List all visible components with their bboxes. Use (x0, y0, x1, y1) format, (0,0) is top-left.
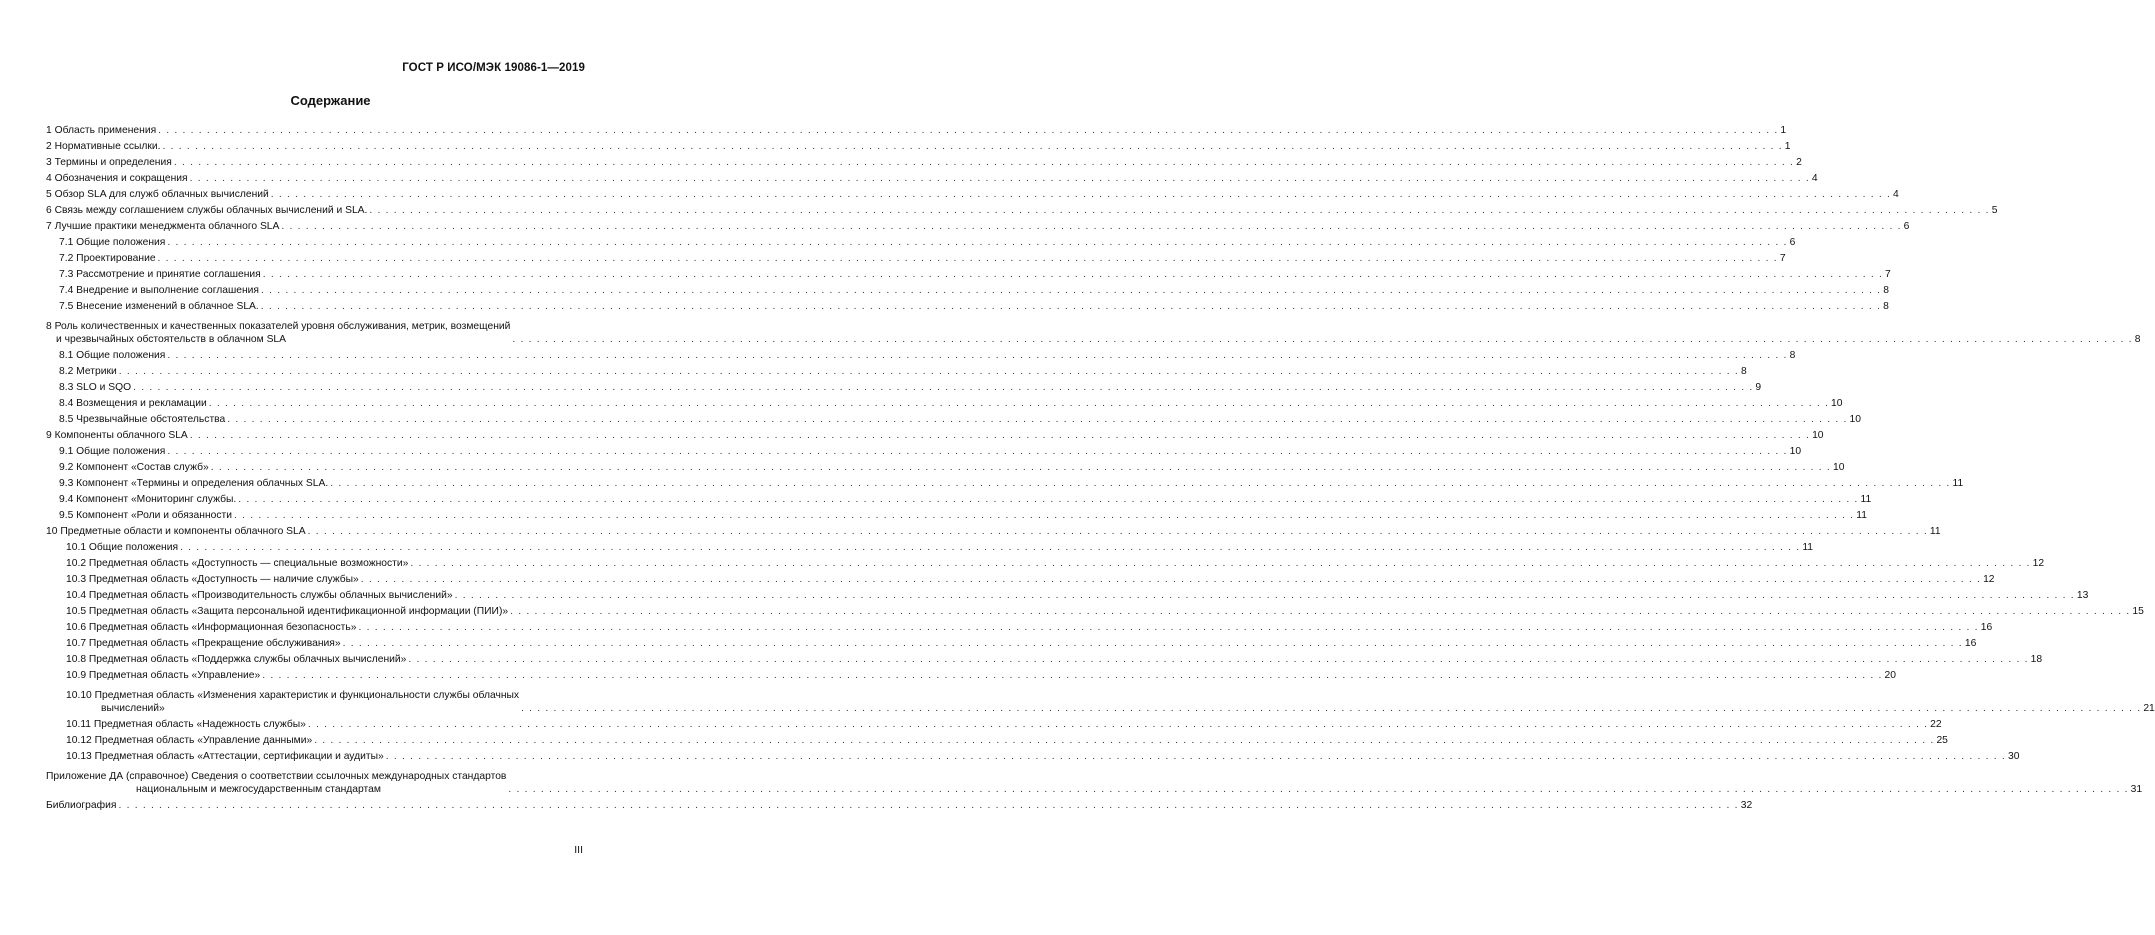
toc-page-number: 6 (1789, 237, 1796, 248)
toc-entry[interactable] (46, 650, 2043, 666)
toc-entry[interactable] (46, 201, 1998, 217)
toc-entry-title: 9.3 Компонент «Термины и определения облачных SLA. (59, 478, 329, 489)
table-of-contents (46, 121, 2155, 812)
toc-entry-title: 10.9 Предметная область «Управление» (66, 670, 261, 681)
toc-entry[interactable] (46, 185, 1899, 201)
toc-entry[interactable] (46, 313, 2141, 346)
toc-entry-label (59, 365, 117, 378)
toc-page-number: 4 (1893, 189, 1899, 200)
toc-page-number: 21 (2143, 703, 2155, 714)
toc-entry-label (59, 493, 236, 506)
toc-entry-title: 9.4 Компонент «Мониторинг службы. (59, 494, 237, 505)
toc-entry-label (46, 429, 188, 442)
toc-entry-label (59, 413, 225, 426)
toc-entry[interactable] (46, 634, 1977, 650)
toc-entry-label (59, 381, 131, 394)
toc-entry[interactable] (46, 442, 1802, 458)
toc-entry[interactable] (46, 137, 1791, 153)
toc-page-number: 18 (2030, 654, 2043, 665)
toc-entry[interactable] (46, 602, 2144, 618)
toc-page-number: 31 (2130, 784, 2143, 795)
toc-entry-label (46, 220, 279, 233)
toc-entry-title: 10.1 Общие положения (66, 542, 179, 553)
toc-entry-label (46, 525, 306, 538)
toc-entry[interactable] (46, 522, 1941, 538)
toc-leader-dots: . . . . . . . . . . . . . . . . . . . . . . . . . . . . . . . . . . . . . . . . . . . . . . . . . . . . . . . . . . . . . . . . . . . . . . . . . . . . . . . . . . . . . . . . . . . . . . . . . . . . . . . . . . . . . . . . . . . . . . . . . . . . . . . . . . . . . . . . . . . . . . . . . . . . . . . . . . . . . . . . . . . . . . . . . . . . . . . . . . . . . . . . . . . . . . . . . . . . . . . . (307, 526, 1928, 537)
toc-entry-label (46, 124, 156, 137)
toc-entry[interactable] (46, 378, 1762, 394)
toc-leader-dots: . . . . . . . . . . . . . . . . . . . . . . . . . . . . . . . . . . . . . . . . . . . . . . . . . . . . . . . . . . . . . . . . . . . . . . . . . . . . . . . . . . . . . . . . . . . . . . . . . . . . . . . . . . . . . . . . . . . . . . . . . . . . . . . . . . . . . . . . . . . . . . . . . . . . . . . . . . . . . . . . . . . . . . . . . . . . . . . . . . . . . . . . . . . . . . . . . . . . . . . . (358, 622, 1979, 633)
toc-leader-dots: . . . . . . . . . . . . . . . . . . . . . . . . . . . . . . . . . . . . . . . . . . . . . . . . . . . . . . . . . . . . . . . . . . . . . . . . . . . . . . . . . . . . . . . . . . . . . . . . . . . . . . . . . . . . . . . . . . . . . . . . . . . . . . . . . . . . . . . . . . . . . . . . . . . . . . . . . . . . . . . . . . . . . . . . . . . . . . . . . . . . . . . . . . . . . . . . . . . . . . . . (510, 606, 2131, 617)
toc-leader-dots: . . . . . . . . . . . . . . . . . . . . . . . . . . . . . . . . . . . . . . . . . . . . . . . . . . . . . . . . . . . . . . . . . . . . . . . . . . . . . . . . . . . . . . . . . . . . . . . . . . . . . . . . . . . . . . . . . . . . . . . . . . . . . . . . . . . . . . . . . . . . . . . . . . . . . . . . . . . . . . . . . . . . . . . . . . . . . . . . . . . . . . . . . . . . . . . . . . . . . . . . (189, 430, 1811, 441)
toc-page-number: 12 (2032, 558, 2045, 569)
toc-entry-title: 10.2 Предметная область «Доступность — специальные возможности» (66, 558, 409, 569)
toc-entry-label (66, 589, 453, 602)
toc-page-number: 1 (1784, 141, 1791, 152)
toc-entry[interactable] (46, 747, 2020, 763)
toc-entry-title: 10.13 Предметная область «Аттестации, сертификации и аудиты» (66, 751, 384, 762)
toc-leader-dots: . . . . . . . . . . . . . . . . . . . . . . . . . . . . . . . . . . . . . . . . . . . . . . . . . . . . . . . . . . . . . . . . . . . . . . . . . . . . . . . . . . . . . . . . . . . . . . . . . . . . . . . . . . . . . . . . . . . . . . . . . . . . . . . . . . . . . . . . . . . . . . . . . . . . . . . . . . . . . . . . . . . . . . . . . . . . . . . . . . . . . . . . . . . . . . . . . . . . . . . . (162, 141, 1783, 152)
toc-leader-dots: . . . . . . . . . . . . . . . . . . . . . . . . . . . . . . . . . . . . . . . . . . . . . . . . . . . . . . . . . . . . . . . . . . . . . . . . . . . . . . . . . . . . . . . . . . . . . . . . . . . . . . . . . . . . . . . . . . . . . . . . . . . . . . . . . . . . . . . . . . . . . . . . . . . . . . . . . . . . . . . . . . . . . . . . . . . . . . . . . . . . . . . . . . . . . . . . . . . . . . . . (167, 446, 1788, 457)
toc-leader-dots: . . . . . . . . . . . . . . . . . . . . . . . . . . . . . . . . . . . . . . . . . . . . . . . . . . . . . . . . . . . . . . . . . . . . . . . . . . . . . . . . . . . . . . . . . . . . . . . . . . . . . . . . . . . . . . . . . . . . . . . . . . . . . . . . . . . . . . . . . . . . . . . . . . . . . . . . . . . . . . . . . . . . . . . . . . . . . . . . . . . . . . . . . . . . . . . . . . . . . . . . (262, 269, 1884, 280)
toc-entry-title: 6 Связь между соглашением службы облачных вычислений и SLA. (46, 205, 368, 216)
toc-leader-dots: . . . . . . . . . . . . . . . . . . . . . . . . . . . . . . . . . . . . . . . . . . . . . . . . . . . . . . . . . . . . . . . . . . . . . . . . . . . . . . . . . . . . . . . . . . . . . . . . . . . . . . . . . . . . . . . . . . . . . . . . . . . . . . . . . . . . . . . . . . . . . . . . . . . . . . . . . . . . . . . . . . . . . . . . . . . . . . . . . . . . . . . . . . . . . . . . . . . . . . . . (342, 638, 1963, 649)
toc-entry-label (66, 718, 306, 731)
toc-entry-title: 8.1 Общие положения (59, 350, 166, 361)
toc-entry-title: 10.10 Предметная область «Изменения характеристик и функциональности службы облачных (66, 690, 520, 701)
toc-entry-title: Библиография (46, 800, 117, 811)
toc-page-number: 11 (1860, 494, 1872, 505)
toc-entry[interactable] (46, 731, 1948, 747)
toc-entry[interactable] (46, 297, 1889, 313)
toc-page-number: 8 (1789, 350, 1796, 361)
toc-entry-label (46, 172, 188, 185)
toc-entry-title: 7 Лучшие практики менеджмента облачного SLA (46, 221, 280, 232)
toc-entry-title: 10.6 Предметная область «Информационная безопасность» (66, 622, 357, 633)
toc-leader-dots: . . . . . . . . . . . . . . . . . . . . . . . . . . . . . . . . . . . . . . . . . . . . . . . . . . . . . . . . . . . . . . . . . . . . . . . . . . . . . . . . . . . . . . . . . . . . . . . . . . . . . . . . . . . . . . . . . . . . . . . . . . . . . . . . . . . . . . . . . . . . . . . . . . . . . . . . . . . . . . . . . . . . . . . . . . . . . . . . . . . . . . . . . . . . . . . . . . . . . . . . (314, 735, 1935, 746)
toc-leader-dots: . . . . . . . . . . . . . . . . . . . . . . . . . . . . . . . . . . . . . . . . . . . . . . . . . . . . . . . . . . . . . . . . . . . . . . . . . . . . . . . . . . . . . . . . . . . . . . . . . . . . . . . . . . . . . . . . . . . . . . . . . . . . . . . . . . . . . . . . . . . . . . . . . . . . . . . . . . . . . . . . . . . . . . . . . . . . . . . . . . . . . . . . . . . . . . . . . . . . . . . . (233, 510, 1855, 521)
toc-leader-dots: . . . . . . . . . . . . . . . . . . . . . . . . . . . . . . . . . . . . . . . . . . . . . . . . . . . . . . . . . . . . . . . . . . . . . . . . . . . . . . . . . . . . . . . . . . . . . . . . . . . . . . . . . . . . . . . . . . . . . . . . . . . . . . . . . . . . . . . . . . . . . . . . . . . . . . . . . . . . . . . . . . . . . . . . . . . . . . . . . . . . . . . . . . . . . . . . . . . . . . . . (173, 157, 1795, 168)
toc-entry-title: 7.2 Проектирование (59, 253, 156, 264)
toc-leader-dots: . . . . . . . . . . . . . . . . . . . . . . . . . . . . . . . . . . . . . . . . . . . . . . . . . . . . . . . . . . . . . . . . . . . . . . . . . . . . . . . . . . . . . . . . . . . . . . . . . . . . . . . . . . . . . . . . . . . . . . . . . . . . . . . . . . . . . . . . . . . . . . . . . . . . . . . . . . . . . . . . . . . . . . . . . . . . . . . . . . . . . . . . . . . . . . . . . . . . . . . . (227, 414, 1848, 425)
toc-entry-title: 7.1 Общие положения (59, 237, 166, 248)
toc-entry-label (59, 477, 328, 490)
toc-entry-label (66, 573, 359, 586)
toc-entry-label (59, 268, 261, 281)
toc-leader-dots: . . . . . . . . . . . . . . . . . . . . . . . . . . . . . . . . . . . . . . . . . . . . . . . . . . . . . . . . . . . . . . . . . . . . . . . . . . . . . . . . . . . . . . . . . . . . . . . . . . . . . . . . . . . . . . . . . . . . . . . . . . . . . . . . . . . . . . . . . . . . . . . . . . . . . . . . . . . . . . . . . . . . . . . . . . . . . . . . . . . . . . . . . . . . . . . . . . . . . . . . (410, 558, 2031, 569)
toc-entry-label (66, 637, 341, 650)
toc-leader-dots: . . . . . . . . . . . . . . . . . . . . . . . . . . . . . . . . . . . . . . . . . . . . . . . . . . . . . . . . . . . . . . . . . . . . . . . . . . . . . . . . . . . . . . . . . . . . . . . . . . . . . . . . . . . . . . . . . . . . . . . . . . . . . . . . . . . . . . . . . . . . . . . . . . . . . . . . . . . . . . . . . . . . . . . . . . . . . . . . . . . . . . . . . . . . . . . . . . . . . . . . (260, 301, 1882, 312)
toc-entry-title: 10.12 Предметная область «Управление данными» (66, 735, 313, 746)
toc-page-number: 22 (1930, 719, 1942, 730)
toc-entry-label (66, 669, 260, 682)
toc-leader-dots: . . . . . . . . . . . . . . . . . . . . . . . . . . . . . . . . . . . . . . . . . . . . . . . . . . . . . . . . . . . . . . . . . . . . . . . . . . . . . . . . . . . . . . . . . . . . . . . . . . . . . . . . . . . . . . . . . . . . . . . . . . . . . . . . . . . . . . . . . . . . . . . . . . . . . . . . . . . . . . . . . . . . . . . . . . . . . . . . . . . . . . . . . . . . . . . . . . . . . . . . (330, 478, 1951, 489)
toc-entry-title: 8.2 Метрики (59, 366, 117, 377)
toc-entry-title: 9.5 Компонент «Роли и обязанности (59, 510, 232, 521)
toc-page-number: 8 (1740, 366, 1747, 377)
page-number: III (574, 844, 583, 856)
toc-entry-label (66, 653, 406, 666)
toc-entry[interactable] (46, 249, 1786, 265)
toc-page-number: 13 (2076, 590, 2089, 601)
toc-page-number: 8 (2134, 334, 2141, 345)
toc-entry[interactable] (46, 715, 1942, 731)
toc-entry-title: 8.4 Возмещения и рекламации (59, 398, 207, 409)
toc-leader-dots: . . . . . . . . . . . . . . . . . . . . . . . . . . . . . . . . . . . . . . . . . . . . . . . . . . . . . . . . . . . . . . . . . . . . . . . . . . . . . . . . . . . . . . . . . . . . . . . . . . . . . . . . . . . . . . . . . . . . . . . . . . . . . . . . . . . . . . . . . . . . . . . . . . . . . . . . . . . . . . . . . . . . . . . . . . . . . . . . . . . . . . . . . . . . . . . . . . . . . . . . (167, 237, 1788, 248)
toc-page-number: 10 (1831, 398, 1843, 409)
toc-page-number: 11 (1929, 526, 1941, 537)
toc-entry-label (66, 689, 519, 715)
toc-page-number: 10 (1812, 430, 1824, 441)
toc-leader-dots: . . . . . . . . . . . . . . . . . . . . . . . . . . . . . . . . . . . . . . . . . . . . . . . . . . . . . . . . . . . . . . . . . . . . . . . . . . . . . . . . . . . . . . . . . . . . . . . . . . . . . . . . . . . . . . . . . . . . . . . . . . . . . . . . . . . . . . . . . . . . . . . . . . . . . . . . . . . . . . . . . . . . . . . . . . . . . . . . . . . . . . . . . . . . . . . . . . . . . . . . (270, 189, 1892, 200)
toc-entry[interactable] (46, 618, 1993, 634)
toc-entry-label (46, 770, 506, 796)
toc-page-number: 12 (1983, 574, 1995, 585)
toc-leader-dots: . . . . . . . . . . . . . . . . . . . . . . . . . . . . . . . . . . . . . . . . . . . . . . . . . . . . . . . . . . . . . . . . . . . . . . . . . . . . . . . . . . . . . . . . . . . . . . . . . . . . . . . . . . . . . . . . . . . . . . . . . . . . . . . . . . . . . . . . . . . . . . . . . . . . . . . . . . . . . . . . . . . . . . . . . . . . . . . . . . . . . . . . . . . . . . . . . . . . . . . . (307, 719, 1929, 730)
toc-entry-title: 10.7 Предметная область «Прекращение обслуживания» (66, 638, 341, 649)
toc-entry-label (46, 799, 116, 812)
toc-page-number: 7 (1885, 269, 1891, 280)
toc-leader-dots: . . . . . . . . . . . . . . . . . . . . . . . . . . . . . . . . . . . . . . . . . . . . . . . . . . . . . . . . . . . . . . . . . . . . . . . . . . . . . . . . . . . . . . . . . . . . . . . . . . . . . . . . . . . . . . . . . . . . . . . . . . . . . . . . . . . . . . . . . . . . . . . . . . . . . . . . . . . . . . . . . . . . . . . . . . . . . . . . . . . . . . . . . . . . . . . . . . . . . . . . (360, 574, 1982, 585)
toc-entry[interactable] (46, 153, 1802, 169)
toc-entry[interactable] (46, 121, 1787, 137)
toc-page-number: 30 (2007, 751, 2020, 762)
toc-entry-title: 7.5 Внесение изменений в облачное SLA. (59, 301, 259, 312)
toc-leader-dots: . . . . . . . . . . . . . . . . . . . . . . . . . . . . . . . . . . . . . . . . . . . . . . . . . . . . . . . . . . . . . . . . . . . . . . . . . . . . . . . . . . . . . . . . . . . . . . . . . . . . . . . . . . . . . . . . . . . . . . . . . . . . . . . . . . . . . . . . . . . . . . . . . . . . . . . . . . . . . . . . . . . . . . . . . . . . . . . . . . . . . . . . . . . . . . . . . . . . . . . . (208, 398, 1830, 409)
toc-entry[interactable] (46, 458, 1845, 474)
toc-entry-label (59, 509, 232, 522)
toc-page-number: 25 (1936, 735, 1948, 746)
toc-leader-dots: . . . . . . . . . . . . . . . . . . . . . . . . . . . . . . . . . . . . . . . . . . . . . . . . . . . . . . . . . . . . . . . . . . . . . . . . . . . . . . . . . . . . . . . . . . . . . . . . . . . . . . . . . . . . . . . . . . . . . . . . . . . . . . . . . . . . . . . . . . . . . . . . . . . . . . . . . . . . . . . . . . . . . . . . . . . . . . . . . . . . . . . . . . . . . . . . . . . . . . . . (238, 494, 1859, 505)
toc-entry-label (59, 445, 165, 458)
toc-entry-label (66, 541, 178, 554)
toc-page-number: 7 (1779, 253, 1786, 264)
toc-leader-dots: . . . . . . . . . . . . . . . . . . . . . . . . . . . . . . . . . . . . . . . . . . . . . . . . . . . . . . . . . . . . . . . . . . . . . . . . . . . . . . . . . . . . . . . . . . . . . . . . . . . . . . . . . . . . . . . . . . . . . . . . . . . . . . . . . . . . . . . . . . . . . . . . . . . . . . . . . . . . . . . . . . . . . . . . . . . . . . . . . . . . . . . . . . . . . . . . . . . . . . . . (210, 462, 1831, 473)
toc-page-number: 10 (1789, 446, 1802, 457)
toc-leader-dots: . . . . . . . . . . . . . . . . . . . . . . . . . . . . . . . . . . . . . . . . . . . . . . . . . . . . . . . . . . . . . . . . . . . . . . . . . . . . . . . . . . . . . . . . . . . . . . . . . . . . . . . . . . . . . . . . . . . . . . . . . . . . . . . . . . . . . . . . . . . . . . . . . . . . . . . . . . . . . . . . . . . . . . . . . . . . . . . . . . . . . . . . . . . . . . . . . . . . . . . . (260, 285, 1882, 296)
toc-leader-dots: . . . . . . . . . . . . . . . . . . . . . . . . . . . . . . . . . . . . . . . . . . . . . . . . . . . . . . . . . . . . . . . . . . . . . . . . . . . . . . . . . . . . . . . . . . . . . . . . . . . . . . . . . . . . . . . . . . . . . . . . . . . . . . . . . . . . . . . . . . . . . . . . . . . . . . . . . . . . . . . . . . . . . . . . . . . . . . . . . . . . . . . . . . . . . . . . . . . . . . . . (118, 366, 1739, 377)
toc-page-number: 5 (1991, 205, 1998, 216)
toc-page-number: 32 (1740, 800, 1753, 811)
toc-leader-dots: . . . . . . . . . . . . . . . . . . . . . . . . . . . . . . . . . . . . . . . . . . . . . . . . . . . . . . . . . . . . . . . . . . . . . . . . . . . . . . . . . . . . . . . . . . . . . . . . . . . . . . . . . . . . . . . . . . . . . . . . . . . . . . . . . . . . . . . . . . . . . . . . . . . . . . . . . . . . . . . . . . . . . . . . . . . . . . . . . . . . . . . . . . . . . . . . . . . . . . . . (521, 703, 2142, 714)
toc-page-number: 1 (1780, 125, 1787, 136)
toc-entry[interactable] (46, 682, 2155, 715)
toc-entry-title: 7.4 Внедрение и выполнение соглашения (59, 285, 259, 296)
toc-entry-title: 3 Термины и определения (46, 157, 172, 168)
toc-leader-dots: . . . . . . . . . . . . . . . . . . . . . . . . . . . . . . . . . . . . . . . . . . . . . . . . . . . . . . . . . . . . . . . . . . . . . . . . . . . . . . . . . . . . . . . . . . . . . . . . . . . . . . . . . . . . . . . . . . . . . . . . . . . . . . . . . . . . . . . . . . . . . . . . . . . . . . . . . . . . . . . . . . . . . . . . . . . . . . . . . . . . . . . . . . . . . . . . . . . . . . . . (454, 590, 2075, 601)
toc-entry-title: 8 Роль количественных и качественных показателей уровня обслуживания, метрик, возмещений (46, 321, 511, 332)
toc-entry-title-continued: и чрезвычайных обстоятельств в облачном SLA (56, 334, 287, 345)
toc-entry-title: 10.5 Предметная область «Защита персональной идентификационной информации (ПИИ)» (66, 606, 509, 617)
toc-leader-dots: . . . . . . . . . . . . . . . . . . . . . . . . . . . . . . . . . . . . . . . . . . . . . . . . . . . . . . . . . . . . . . . . . . . . . . . . . . . . . . . . . . . . . . . . . . . . . . . . . . . . . . . . . . . . . . . . . . . . . . . . . . . . . . . . . . . . . . . . . . . . . . . . . . . . . . . . . . . . . . . . . . . . . . . . . . . . . . . . . . . . . . . . . . . . . . . . . . . . . . . . (385, 751, 2006, 762)
toc-entry-label (59, 284, 259, 297)
toc-page-number: 9 (1755, 382, 1762, 393)
toc-entry[interactable] (46, 763, 2143, 796)
toc-leader-dots: . . . . . . . . . . . . . . . . . . . . . . . . . . . . . . . . . . . . . . . . . . . . . . . . . . . . . . . . . . . . . . . . . . . . . . . . . . . . . . . . . . . . . . . . . . . . . . . . . . . . . . . . . . . . . . . . . . . . . . . . . . . . . . . . . . . . . . . . . . . . . . . . . . . . . . . . . . . . . . . . . . . . . . . . . . . . . . . . . . . . . . . . . . . . . . . . . . . . . . . . (118, 800, 1739, 811)
toc-entry[interactable] (46, 410, 1861, 426)
toc-entry-label (59, 349, 165, 362)
toc-entry[interactable] (46, 538, 1814, 554)
toc-entry-title: 8.5 Чрезвычайные обстоятельства (59, 414, 226, 425)
toc-entry[interactable] (46, 394, 1843, 410)
toc-entry[interactable] (46, 666, 1896, 682)
toc-page-number: 15 (2132, 606, 2144, 617)
toc-leader-dots: . . . . . . . . . . . . . . . . . . . . . . . . . . . . . . . . . . . . . . . . . . . . . . . . . . . . . . . . . . . . . . . . . . . . . . . . . . . . . . . . . . . . . . . . . . . . . . . . . . . . . . . . . . . . . . . . . . . . . . . . . . . . . . . . . . . . . . . . . . . . . . . . . . . . . . . . . . . . . . . . . . . . . . . . . . . . . . . . . . . . . . . . . . . . . . . . . . . . . . . . (508, 784, 2129, 795)
toc-leader-dots: . . . . . . . . . . . . . . . . . . . . . . . . . . . . . . . . . . . . . . . . . . . . . . . . . . . . . . . . . . . . . . . . . . . . . . . . . . . . . . . . . . . . . . . . . . . . . . . . . . . . . . . . . . . . . . . . . . . . . . . . . . . . . . . . . . . . . . . . . . . . . . . . . . . . . . . . . . . . . . . . . . . . . . . . . . . . . . . . . . . . . . . . . . . . . . . . . . . . . . . . (167, 350, 1788, 361)
toc-page-number: 8 (1883, 301, 1889, 312)
toc-entry-title: 8.3 SLO и SQO (59, 382, 132, 393)
toc-entry-title: 9.2 Компонент «Состав служб» (59, 462, 209, 473)
toc-entry[interactable] (46, 346, 1796, 362)
toc-entry-title-continued: вычислений» (101, 703, 165, 714)
toc-entry[interactable] (46, 169, 1818, 185)
toc-entry-label (59, 236, 165, 249)
toc-page-number: 8 (1883, 285, 1889, 296)
toc-entry[interactable] (46, 233, 1796, 249)
toc-entry-label (46, 320, 510, 346)
toc-entry-label (59, 252, 156, 265)
toc-entry-label (59, 461, 209, 474)
toc-entry[interactable] (46, 217, 1910, 233)
toc-entry-title: 7.3 Рассмотрение и принятие соглашения (59, 269, 261, 280)
toc-entry-title: 1 Область применения (46, 125, 157, 136)
toc-entry-label (66, 557, 408, 570)
toc-leader-dots: . . . . . . . . . . . . . . . . . . . . . . . . . . . . . . . . . . . . . . . . . . . . . . . . . . . . . . . . . . . . . . . . . . . . . . . . . . . . . . . . . . . . . . . . . . . . . . . . . . . . . . . . . . . . . . . . . . . . . . . . . . . . . . . . . . . . . . . . . . . . . . . . . . . . . . . . . . . . . . . . . . . . . . . . . . . . . . . . . . . . . . . . . . . . . . . . . . . . . . . . (369, 205, 1990, 216)
toc-entry[interactable] (46, 490, 1872, 506)
toc-page-number: 16 (1964, 638, 1977, 649)
toc-leader-dots: . . . . . . . . . . . . . . . . . . . . . . . . . . . . . . . . . . . . . . . . . . . . . . . . . . . . . . . . . . . . . . . . . . . . . . . . . . . . . . . . . . . . . . . . . . . . . . . . . . . . . . . . . . . . . . . . . . . . . . . . . . . . . . . . . . . . . . . . . . . . . . . . . . . . . . . . . . . . . . . . . . . . . . . . . . . . . . . . . . . . . . . . . . . . . . . . . . . . . . . . (262, 670, 1883, 681)
toc-entry-label (46, 204, 367, 217)
toc-page-number: 2 (1796, 157, 1802, 168)
toc-entry[interactable] (46, 506, 1867, 522)
toc-entry[interactable] (46, 281, 1889, 297)
toc-page-number: 11 (1856, 510, 1867, 521)
toc-page-number: 4 (1811, 173, 1818, 184)
toc-entry-title: 10 Предметные области и компоненты облачного SLA (46, 526, 306, 537)
toc-leader-dots: . . . . . . . . . . . . . . . . . . . . . . . . . . . . . . . . . . . . . . . . . . . . . . . . . . . . . . . . . . . . . . . . . . . . . . . . . . . . . . . . . . . . . . . . . . . . . . . . . . . . . . . . . . . . . . . . . . . . . . . . . . . . . . . . . . . . . . . . . . . . . . . . . . . . . . . . . . . . . . . . . . . . . . . . . . . . . . . . . . . . . . . . . . . . . . . . . . . . . . . . (408, 654, 2029, 665)
page-title: Содержание (290, 93, 371, 108)
toc-entry-title: 10.8 Предметная область «Поддержка службы облачных вычислений» (66, 654, 407, 665)
toc-entry[interactable] (46, 570, 1995, 586)
toc-page-number: 20 (1884, 670, 1896, 681)
toc-entry-title: 5 Обзор SLA для служб облачных вычислений (46, 189, 269, 200)
toc-entry[interactable] (46, 474, 1964, 490)
toc-entry-title: 10.11 Предметная область «Надежность службы» (66, 719, 306, 730)
toc-entry[interactable] (46, 362, 1747, 378)
toc-entry-label (66, 621, 356, 634)
toc-page-number: 10 (1849, 414, 1861, 425)
toc-page-number: 11 (1952, 478, 1964, 489)
toc-entry-label (66, 605, 508, 618)
toc-entry[interactable] (46, 265, 1891, 281)
toc-entry-title: 2 Нормативные ссылки. (46, 141, 161, 152)
toc-page-number: 6 (1903, 221, 1910, 232)
toc-entry-title: 10.3 Предметная область «Доступность — наличие службы» (66, 574, 359, 585)
toc-entry[interactable] (46, 426, 1824, 442)
toc-entry-title: 9 Компоненты облачного SLA (46, 430, 188, 441)
toc-page-number: 11 (1802, 542, 1814, 553)
toc-entry-label (66, 734, 312, 747)
toc-entry-label (46, 188, 269, 201)
toc-entry-label (66, 750, 384, 763)
toc-leader-dots: . . . . . . . . . . . . . . . . . . . . . . . . . . . . . . . . . . . . . . . . . . . . . . . . . . . . . . . . . . . . . . . . . . . . . . . . . . . . . . . . . . . . . . . . . . . . . . . . . . . . . . . . . . . . . . . . . . . . . . . . . . . . . . . . . . . . . . . . . . . . . . . . . . . . . . . . . . . . . . . . . . . . . . . . . . . . . . . . . . . . . . . . . . . . . . . . . . . . . . . . (157, 253, 1778, 264)
toc-leader-dots: . . . . . . . . . . . . . . . . . . . . . . . . . . . . . . . . . . . . . . . . . . . . . . . . . . . . . . . . . . . . . . . . . . . . . . . . . . . . . . . . . . . . . . . . . . . . . . . . . . . . . . . . . . . . . . . . . . . . . . . . . . . . . . . . . . . . . . . . . . . . . . . . . . . . . . . . . . . . . . . . . . . . . . . . . . . . . . . . . . . . . . . . . . . . . . . . . . . . . . . . (281, 221, 1902, 232)
document-header: ГОСТ Р ИСО/МЭК 19086-1—2019 (402, 62, 585, 74)
toc-leader-dots: . . . . . . . . . . . . . . . . . . . . . . . . . . . . . . . . . . . . . . . . . . . . . . . . . . . . . . . . . . . . . . . . . . . . . . . . . . . . . . . . . . . . . . . . . . . . . . . . . . . . . . . . . . . . . . . . . . . . . . . . . . . . . . . . . . . . . . . . . . . . . . . . . . . . . . . . . . . . . . . . . . . . . . . . . . . . . . . . . . . . . . . . . . . . . . . . . . . . . . . . (189, 173, 1810, 184)
toc-entry[interactable] (46, 796, 1753, 812)
toc-leader-dots: . . . . . . . . . . . . . . . . . . . . . . . . . . . . . . . . . . . . . . . . . . . . . . . . . . . . . . . . . . . . . . . . . . . . . . . . . . . . . . . . . . . . . . . . . . . . . . . . . . . . . . . . . . . . . . . . . . . . . . . . . . . . . . . . . . . . . . . . . . . . . . . . . . . . . . . . . . . . . . . . . . . . . . . . . . . . . . . . . . . . . . . . . . . . . . . . . . . . . . . . (158, 125, 1779, 136)
toc-entry-label (46, 140, 161, 153)
toc-leader-dots: . . . . . . . . . . . . . . . . . . . . . . . . . . . . . . . . . . . . . . . . . . . . . . . . . . . . . . . . . . . . . . . . . . . . . . . . . . . . . . . . . . . . . . . . . . . . . . . . . . . . . . . . . . . . . . . . . . . . . . . . . . . . . . . . . . . . . . . . . . . . . . . . . . . . . . . . . . . . . . . . . . . . . . . . . . . . . . . . . . . . . . . . . . . . . . . . . . . . . . . . (512, 334, 2133, 345)
toc-entry[interactable] (46, 586, 2089, 602)
toc-entry-title: 10.4 Предметная область «Производительность службы облачных вычислений» (66, 590, 453, 601)
toc-entry-label (46, 156, 172, 169)
toc-leader-dots: . . . . . . . . . . . . . . . . . . . . . . . . . . . . . . . . . . . . . . . . . . . . . . . . . . . . . . . . . . . . . . . . . . . . . . . . . . . . . . . . . . . . . . . . . . . . . . . . . . . . . . . . . . . . . . . . . . . . . . . . . . . . . . . . . . . . . . . . . . . . . . . . . . . . . . . . . . . . . . . . . . . . . . . . . . . . . . . . . . . . . . . . . . . . . . . . . . . . . . . . (133, 382, 1754, 393)
toc-entry-label (59, 397, 207, 410)
toc-page-number: 10 (1832, 462, 1845, 473)
toc-leader-dots: . . . . . . . . . . . . . . . . . . . . . . . . . . . . . . . . . . . . . . . . . . . . . . . . . . . . . . . . . . . . . . . . . . . . . . . . . . . . . . . . . . . . . . . . . . . . . . . . . . . . . . . . . . . . . . . . . . . . . . . . . . . . . . . . . . . . . . . . . . . . . . . . . . . . . . . . . . . . . . . . . . . . . . . . . . . . . . . . . . . . . . . . . . . . . . . . . . . . . . . . (180, 542, 1801, 553)
toc-entry[interactable] (46, 554, 2045, 570)
toc-entry-title-continued: национальным и межгосударственным стандартам (136, 784, 381, 795)
toc-entry-label (59, 300, 259, 313)
toc-page-number: 16 (1980, 622, 1993, 633)
toc-entry-title: Приложение ДА (справочное) Сведения о соответствии ссылочных международных стандартов (46, 771, 507, 782)
toc-entry-title: 9.1 Общие положения (59, 446, 166, 457)
toc-entry-title: 4 Обозначения и сокращения (46, 173, 188, 184)
